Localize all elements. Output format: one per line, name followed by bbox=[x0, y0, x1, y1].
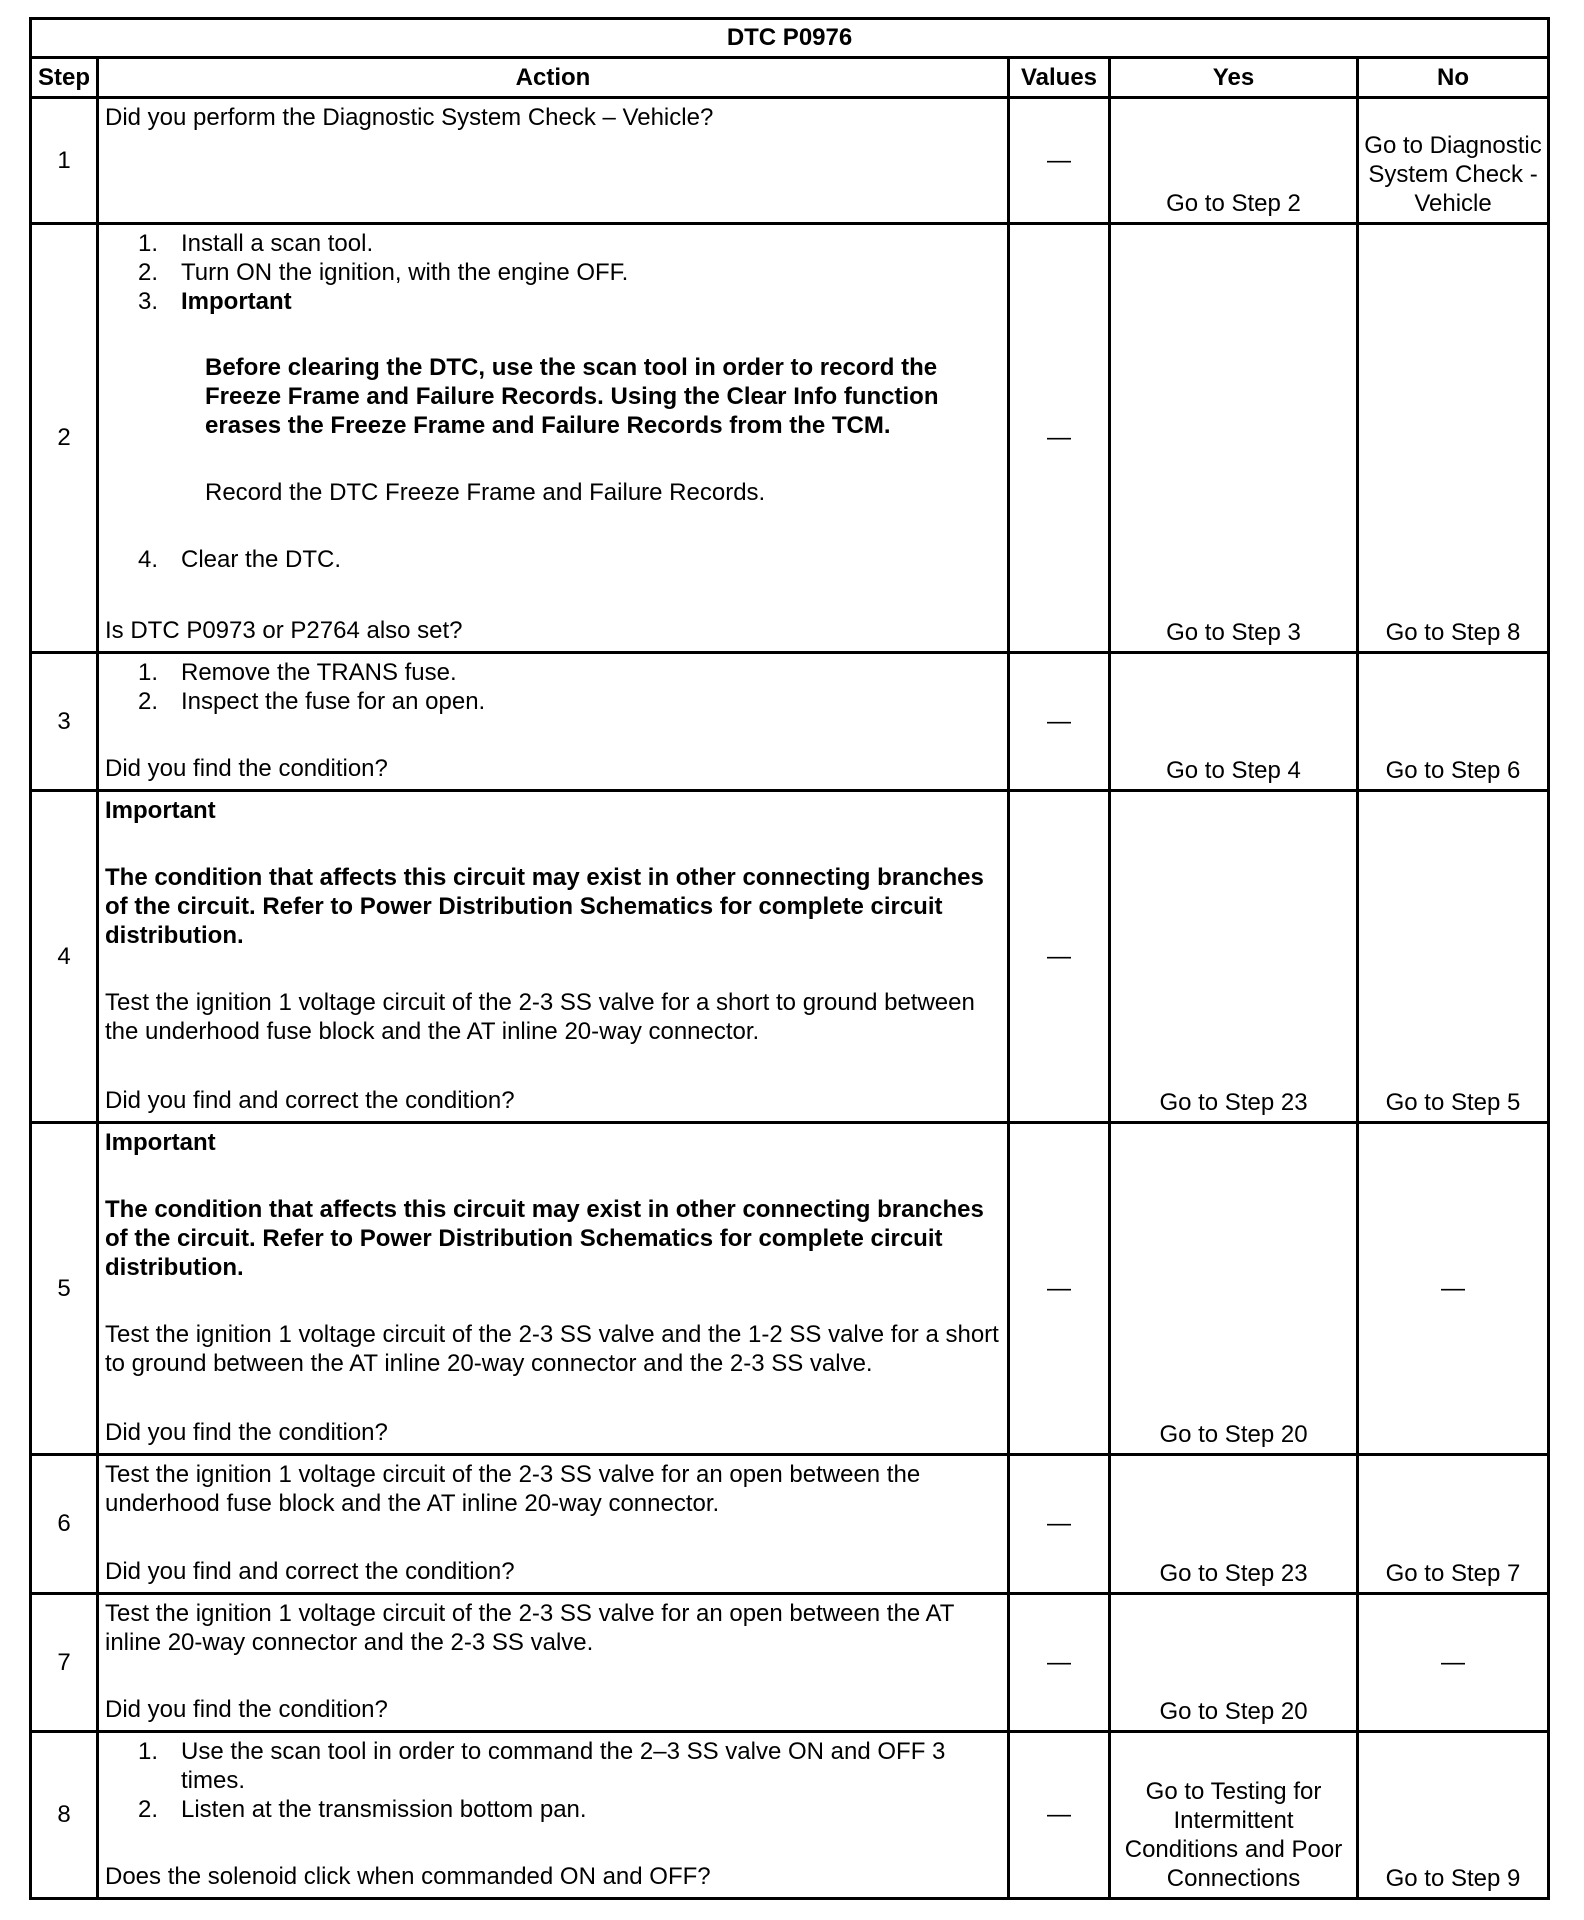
step-number: 7 bbox=[31, 1594, 98, 1732]
step-number: 1 bbox=[31, 98, 98, 224]
action-question: Did you find and correct the condition? bbox=[105, 1558, 515, 1585]
list-number: 1. bbox=[137, 230, 158, 257]
yes-cell bbox=[1110, 1455, 1358, 1594]
no-cell bbox=[1358, 98, 1549, 224]
important-note: The condition that affects this circuit may exist in other connecting branches of the circuit. Refer to Power Distribution Schematics for complete circuit distribution. bbox=[105, 864, 984, 949]
list-text: Clear the DTC. bbox=[181, 546, 342, 573]
step-number: 8 bbox=[31, 1732, 98, 1899]
list-item bbox=[105, 258, 1001, 287]
no-value: — bbox=[1441, 1649, 1466, 1676]
table-row bbox=[31, 1594, 1549, 1732]
action-cell bbox=[98, 1594, 1009, 1732]
table-row bbox=[31, 1455, 1549, 1594]
no-cell bbox=[1358, 1732, 1549, 1899]
list-text: Install a scan tool. bbox=[181, 230, 374, 257]
values-cell: — bbox=[1009, 98, 1110, 224]
action-text: Test the ignition 1 voltage circuit of the 2-3 SS valve for an open between the underhood fuse block and the AT inline 20-way connector. bbox=[105, 1461, 921, 1517]
action-cell bbox=[98, 224, 1009, 653]
no-link[interactable]: Go to Step 5 bbox=[1385, 1089, 1521, 1116]
yes-cell bbox=[1110, 791, 1358, 1123]
no-link[interactable]: Go to Step 8 bbox=[1385, 619, 1521, 646]
list-item bbox=[105, 687, 1001, 716]
table-row bbox=[31, 1732, 1549, 1899]
list-item bbox=[105, 545, 1001, 574]
list-text: Remove the TRANS fuse. bbox=[181, 659, 457, 686]
values-cell: — bbox=[1009, 1594, 1110, 1732]
action-question: Does the solenoid click when commanded ON and OFF? bbox=[105, 1863, 711, 1890]
dtc-diagnostic-table bbox=[29, 17, 1550, 1900]
yes-link[interactable]: Go to Step 2 bbox=[1166, 190, 1301, 217]
no-cell bbox=[1358, 224, 1549, 653]
yes-cell bbox=[1110, 1594, 1358, 1732]
yes-link[interactable]: Go to Step 23 bbox=[1159, 1089, 1308, 1116]
step-number: 2 bbox=[31, 224, 98, 653]
yes-cell bbox=[1110, 98, 1358, 224]
list-text: Turn ON the ignition, with the engine OFF. bbox=[181, 259, 629, 286]
important-label: Important bbox=[105, 1129, 216, 1156]
no-cell bbox=[1358, 1123, 1549, 1455]
list-number: 3. bbox=[137, 288, 158, 315]
no-cell bbox=[1358, 1455, 1549, 1594]
list-text: Listen at the transmission bottom pan. bbox=[181, 1796, 587, 1823]
table-title: DTC P0976 bbox=[31, 19, 1549, 58]
values-cell: — bbox=[1009, 791, 1110, 1123]
yes-link[interactable]: Go to Step 20 bbox=[1159, 1698, 1308, 1725]
yes-link[interactable]: Go to Step 23 bbox=[1159, 1560, 1308, 1587]
no-link[interactable]: Go to Step 6 bbox=[1385, 757, 1521, 784]
header-values: Values bbox=[1009, 58, 1110, 98]
important-label: Important bbox=[105, 797, 216, 824]
list-number: 2. bbox=[137, 259, 158, 286]
yes-cell bbox=[1110, 653, 1358, 791]
step-number: 5 bbox=[31, 1123, 98, 1455]
values-cell: — bbox=[1009, 653, 1110, 791]
values-cell: — bbox=[1009, 1455, 1110, 1594]
action-question: Did you perform the Diagnostic System Check – Vehicle? bbox=[105, 104, 714, 131]
table-row bbox=[31, 791, 1549, 1123]
action-cell bbox=[98, 98, 1009, 224]
list-number: 1. bbox=[137, 1738, 158, 1765]
important-note: The condition that affects this circuit may exist in other connecting branches of the circuit. Refer to Power Distribution Schematics for complete circuit distribution. bbox=[105, 1196, 984, 1281]
values-cell: — bbox=[1009, 224, 1110, 653]
list-number: 4. bbox=[137, 546, 158, 573]
action-question: Is DTC P0973 or P2764 also set? bbox=[105, 617, 463, 644]
table-row bbox=[31, 98, 1549, 224]
table-row bbox=[31, 1123, 1549, 1455]
yes-link[interactable]: Go to Step 20 bbox=[1159, 1421, 1308, 1448]
step-number: 6 bbox=[31, 1455, 98, 1594]
values-cell: — bbox=[1009, 1732, 1110, 1899]
action-question: Did you find and correct the condition? bbox=[105, 1087, 515, 1114]
header-action: Action bbox=[98, 58, 1009, 98]
note-text: Record the DTC Freeze Frame and Failure Records. bbox=[205, 479, 766, 506]
no-link[interactable]: Go to Step 7 bbox=[1385, 1560, 1521, 1587]
no-link[interactable]: Go to Diagnostic System Check - Vehicle bbox=[1364, 132, 1542, 217]
important-label: Important bbox=[181, 288, 292, 315]
table-row bbox=[31, 653, 1549, 791]
no-value: — bbox=[1441, 1275, 1466, 1302]
action-cell bbox=[98, 1455, 1009, 1594]
list-text: Use the scan tool in order to command the 2–3 SS valve ON and OFF 3 times. bbox=[181, 1738, 946, 1794]
action-question: Did you find the condition? bbox=[105, 1419, 388, 1446]
action-cell bbox=[98, 791, 1009, 1123]
yes-link[interactable]: Go to Testing for Intermittent Conditions and Poor Connections bbox=[1124, 1778, 1343, 1892]
action-cell bbox=[98, 1732, 1009, 1899]
action-text: Test the ignition 1 voltage circuit of the 2-3 SS valve for an open between the AT inline 20-way connector and the 2-3 SS valve. bbox=[105, 1600, 954, 1656]
list-item bbox=[105, 229, 1001, 258]
title-row bbox=[31, 19, 1549, 58]
action-text: Test the ignition 1 voltage circuit of the 2-3 SS valve for a short to ground between the underhood fuse block and the AT inline 20-way connector. bbox=[105, 989, 975, 1045]
yes-link[interactable]: Go to Step 4 bbox=[1166, 757, 1301, 784]
action-cell bbox=[98, 1123, 1009, 1455]
no-link[interactable]: Go to Step 9 bbox=[1385, 1865, 1521, 1892]
header-yes: Yes bbox=[1110, 58, 1358, 98]
list-number: 2. bbox=[137, 688, 158, 715]
list-number: 2. bbox=[137, 1796, 158, 1823]
header-no: No bbox=[1358, 58, 1549, 98]
list-number: 1. bbox=[137, 659, 158, 686]
no-cell bbox=[1358, 653, 1549, 791]
list-item bbox=[105, 287, 1001, 316]
no-cell bbox=[1358, 791, 1549, 1123]
no-cell bbox=[1358, 1594, 1549, 1732]
list-text: Inspect the fuse for an open. bbox=[181, 688, 486, 715]
action-text: Test the ignition 1 voltage circuit of the 2-3 SS valve and the 1-2 SS valve for a short to ground between the AT inline 20-way connector and the 2-3 SS valve. bbox=[105, 1321, 999, 1377]
important-note: Before clearing the DTC, use the scan tool in order to record the Freeze Frame and Failure Records. Using the Clear Info function erases the Freeze Frame and Failure Records from the TCM. bbox=[205, 354, 939, 439]
action-question: Did you find the condition? bbox=[105, 1696, 388, 1723]
yes-cell bbox=[1110, 224, 1358, 653]
list-item bbox=[105, 1795, 1001, 1824]
yes-cell bbox=[1110, 1732, 1358, 1899]
list-item bbox=[105, 1737, 1001, 1795]
header-row bbox=[31, 58, 1549, 98]
step-number: 3 bbox=[31, 653, 98, 791]
header-step: Step bbox=[31, 58, 98, 98]
action-cell bbox=[98, 653, 1009, 791]
action-question: Did you find the condition? bbox=[105, 755, 388, 782]
list-item bbox=[105, 658, 1001, 687]
step-number: 4 bbox=[31, 791, 98, 1123]
values-cell: — bbox=[1009, 1123, 1110, 1455]
yes-cell bbox=[1110, 1123, 1358, 1455]
yes-link[interactable]: Go to Step 3 bbox=[1166, 619, 1301, 646]
table-row bbox=[31, 224, 1549, 653]
